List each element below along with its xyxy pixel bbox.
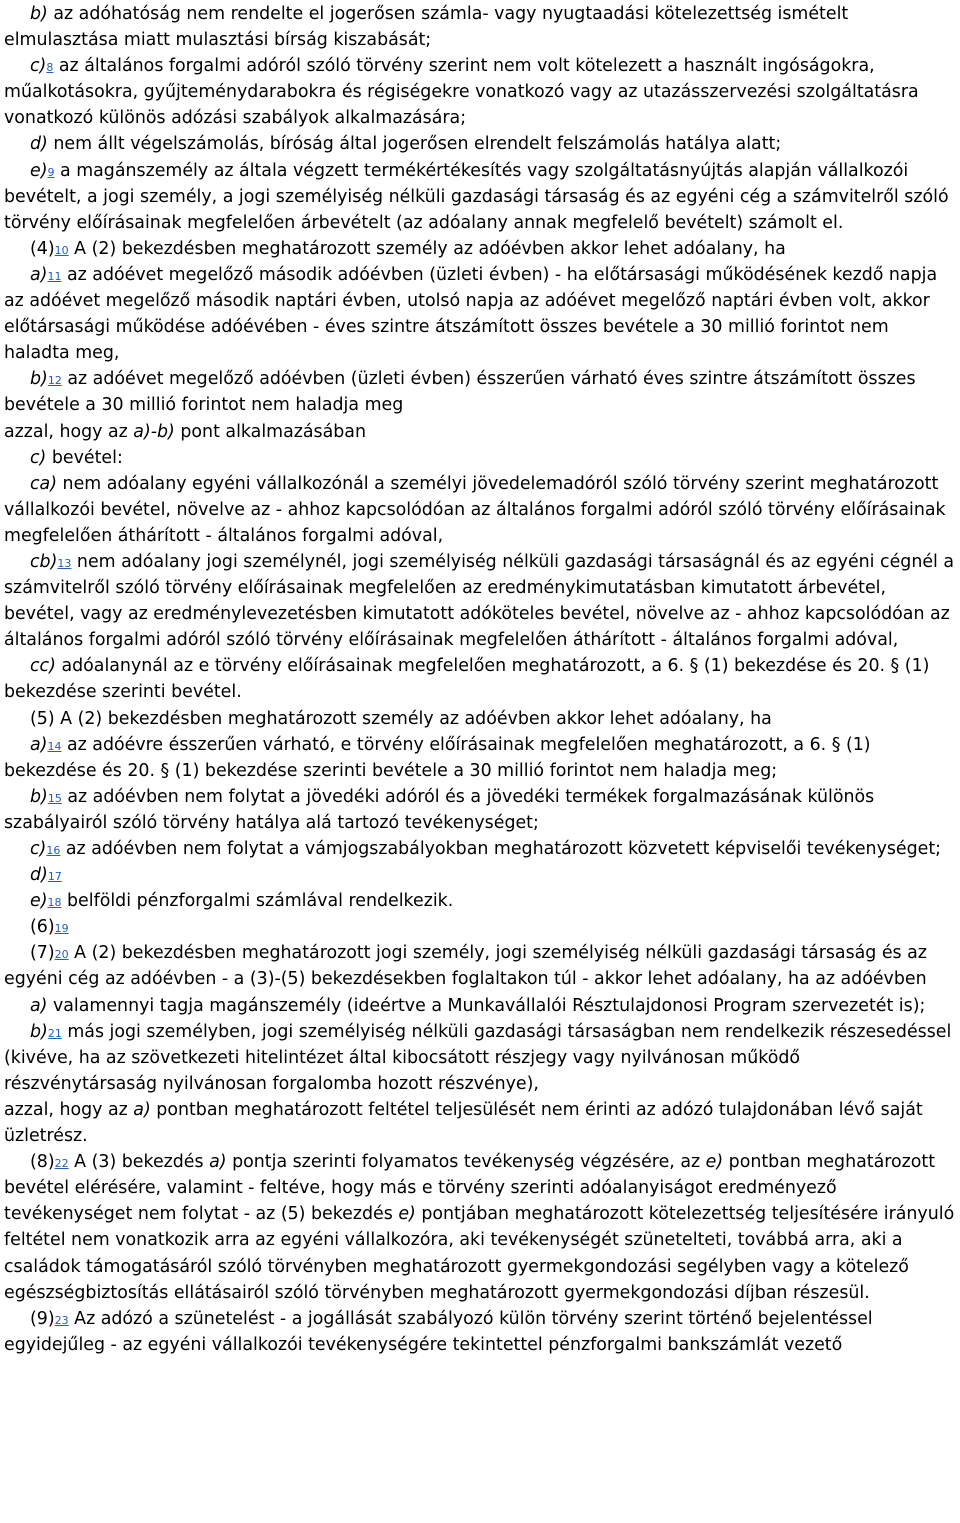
point-marker: a) [30,734,48,755]
paragraph-text: (9) [30,1308,55,1329]
footnote-link[interactable]: 19 [54,922,69,936]
point-marker: a) [133,1099,151,1120]
point-marker: e) [705,1152,724,1173]
paragraph-text: A (2) bekezdésben meghatározott személy az adóévben akkor lehet adóalany, ha [68,238,786,259]
paragraph-text: adóalanynál az e törvény előírásainak megfelelően meghatározott, a 6. § (1) bekezdése és 20. § (1) bekezdése szerinti bevétel. [4,656,930,703]
paragraph-text: pontban meghatározott bevétel elérésére, valamint - feltéve, hogy más e törvény szerinti adóalanyiságot eredményező tevékenységet nem folytat - az (5) bekezdés [4,1152,936,1225]
paragraph [4,706,956,732]
paragraph [4,53,956,131]
point-marker: b) [30,786,48,807]
paragraph-text: (5) A (2) bekezdésben meghatározott személy az adóévben akkor lehet adóalany, ha [30,708,772,729]
paragraph [4,940,956,992]
paragraph-text: nem adóalany egyéni vállalkozónál a személyi jövedelemadóról szóló törvény szerint meghatározott vállalkozói bevétel, növelve az - ahhoz kapcsolódóan az általános forgalmi adóról szóló törvény előírásainak megfelelően áthárított - általános forgalmi adóval, [4,473,946,546]
paragraph-text: A (2) bekezdésben meghatározott jogi személy, jogi személyiség nélküli gazdasági társaság és az egyéni cég az adóévben - a (3)-(5) bekezdésekben foglaltakon túl - akkor lehet adóalany, ha az adóévben [4,943,927,990]
footnote-link[interactable]: 20 [54,948,69,962]
paragraph-text: az adóévre ésszerűen várható, e törvény előírásainak megfelelően meghatározott, a 6. § (1) bekezdése és 20. § (1) bekezdése szerinti bevétele a 30 millió forintot nem haladja meg; [4,734,871,781]
paragraph-text: Az adózó a szünetelést - a jogállását szabályozó külön törvény szerint történő bejelentéssel egyidejűleg - az egyéni vállalkozói tevékenységére tekintettel pénzforgalmi bankszámlát vezető [4,1308,873,1355]
paragraph-text: az általános forgalmi adóról szóló törvény szerint nem volt kötelezett a használt ingóságokra, műalkotásokra, gyűjteménydarabokra és régiségekre vonatkozó vagy az utazásszervezési szolgáltatásra vonatkozó különös adózási szabályok alkalmazására; [4,56,919,129]
footnote-link[interactable]: 8 [46,61,54,75]
paragraph-text: bevétel: [46,447,123,468]
point-marker: c) [30,839,47,859]
paragraph [4,471,956,549]
paragraph [4,1097,956,1149]
paragraph [4,131,956,157]
paragraph-text: az adóévben nem folytat a jövedéki adóról és a jövedéki termékek forgalmazásának különös szabályairól szóló törvény hatálya alá tartozó tevékenységet; [4,786,875,833]
footnote-link[interactable]: 11 [47,269,62,283]
paragraph-text: pontja szerinti folyamatos tevékenység végzésére, az [226,1152,706,1173]
paragraph-text: nem adóalany jogi személynél, jogi személyiség nélküli gazdasági társaságnál és az egyéni cégnél a számvitelről szóló törvény előírásainak megfelelően az eredménykimutatásban kimutatott árbevétel, bevétel, vagy az eredménylevezetésben kimutatott adóköteles bevétel, növelve az - ahhoz kapcsolódóan az általános forgalmi adóról szóló törvény előírásainak megfelelően áthárított - általános forgalmi adóval, [4,551,955,651]
paragraph-text: az adóévben nem folytat a vámjogszabályokban meghatározott közvetett képviselői tevékenységet; [60,839,942,859]
paragraph [4,1,956,53]
footnote-link[interactable]: 13 [57,556,72,570]
footnote-link[interactable]: 10 [54,243,69,257]
paragraph-text: a magánszemély az általa végzett termékértékesítés vagy szolgáltatásnyújtás alapján vállalkozói bevételt, a jogi személy, a jogi személyiség nélküli gazdasági társaság és az egyéni cég a számvitelről szóló törvény előírásainak megfelelően árbevételt (az adóalany annak megfelelő bevételt) számolt el. [4,160,949,233]
paragraph [4,732,956,784]
paragraph [4,158,956,236]
paragraph [4,549,956,653]
paragraph-text: (8) [30,1152,55,1173]
paragraph-text: A (3) bekezdés [68,1152,210,1173]
paragraph-text: pont alkalmazásában [174,421,366,442]
paragraph [4,862,956,888]
paragraph [4,419,956,445]
paragraph [4,1306,956,1358]
paragraph-text: az adóhatóság nem rendelte el jogerősen számla- vagy nyugtaadási kötelezettség ismételt elmulasztása miatt mulasztási bírság kiszabását; [4,4,849,51]
paragraph-text: valamennyi tagja magánszemély (ideértve a Munkavállalói Résztulajdonosi Program szervezetét is); [47,995,926,1016]
footnote-link[interactable]: 12 [47,374,62,388]
paragraph [4,366,956,418]
paragraph-text: nem állt végelszámolás, bíróság által jogerősen elrendelt felszámolás hatálya alatt; [47,134,782,155]
point-marker: cc) [30,656,56,677]
footnote-link[interactable]: 16 [46,844,61,857]
paragraph [4,784,956,836]
footnote-link[interactable]: 15 [47,791,62,805]
paragraph [4,836,956,862]
point-marker: d) [30,865,48,886]
point-marker: b) [30,1021,48,1042]
paragraph [4,888,956,914]
paragraph [4,262,956,366]
paragraph-text: (6) [30,917,55,938]
point-marker: c) [30,56,47,77]
point-marker: e) [398,1204,416,1225]
paragraph [4,914,956,940]
point-marker: a) [209,1152,227,1173]
point-marker: e) [30,891,48,912]
point-marker: a)-b) [133,421,175,442]
paragraph [4,445,956,471]
footnote-link[interactable]: 14 [47,739,62,753]
paragraph-text: azzal, hogy az [4,1099,134,1120]
footnote-link[interactable]: 22 [54,1157,69,1171]
paragraph-text: az adóévet megelőző második adóévben (üzleti évben) - ha előtársasági működésének kezdő napja az adóévet megelőző második naptári évben, utolsó napja az adóévet megelőző naptári évben volt, akkor előtársasági működése adóévében - éves szintre átszámított összes bevétele a 30 millió forintot nem haladta meg, [4,264,938,364]
paragraph-text: más jogi személyben, jogi személyiség nélküli gazdasági társaságban nem rendelkezik részesedéssel (kivéve, ha az szövetkezeti hitelintézet által kibocsátott részjegy vagy nyilvánosan működő részvénytársaság nyilvánosan forgalomba hozott részvénye), [4,1021,952,1094]
footnote-link[interactable]: 23 [54,1313,69,1327]
paragraph [4,993,956,1019]
paragraph [4,1149,956,1306]
point-marker: a) [30,264,48,285]
footnote-link[interactable]: 9 [47,165,55,179]
point-marker: cb) [30,551,58,572]
footnote-link[interactable]: 17 [47,870,62,884]
paragraph-text: azzal, hogy az [4,421,134,442]
point-marker: b) [30,4,48,24]
point-marker: c) [30,447,47,468]
footnote-link[interactable]: 21 [47,1026,62,1040]
paragraph [4,1019,956,1097]
point-marker: b) [30,369,48,390]
point-marker: a) [30,995,48,1016]
paragraph-text: pontban meghatározott feltétel teljesülését nem érinti az adózó tulajdonában lévő saját üzletrész. [4,1099,923,1147]
paragraph [4,236,956,262]
point-marker: d) [30,134,48,155]
paragraph-text: pontjában meghatározott kötelezettség teljesítésére irányuló feltétel nem vonatkozik arra az egyéni vállalkozóra, aki tevékenységét szünetelteti, továbbá arra, aki a családok támogatásáról szóló törvényben meghatározott gyermekgondozási segélyben vagy a kötelező egészségbiztosítás ellátásairól szóló törvényben meghatározott gyermekgondozási díjban részesül. [4,1204,955,1303]
paragraph-text: (4) [30,238,55,259]
footnote-link[interactable]: 18 [47,896,62,910]
paragraph [4,653,956,705]
point-marker: ca) [30,473,58,494]
paragraph-text: (7) [30,943,55,964]
paragraph-text: belföldi pénzforgalmi számlával rendelkezik. [61,891,454,912]
point-marker: e) [30,160,48,181]
paragraph-text: az adóévet megelőző adóévben (üzleti évben) ésszerűen várható éves szintre átszámított összes bevétele a 30 millió forintot nem haladja meg [4,369,916,416]
